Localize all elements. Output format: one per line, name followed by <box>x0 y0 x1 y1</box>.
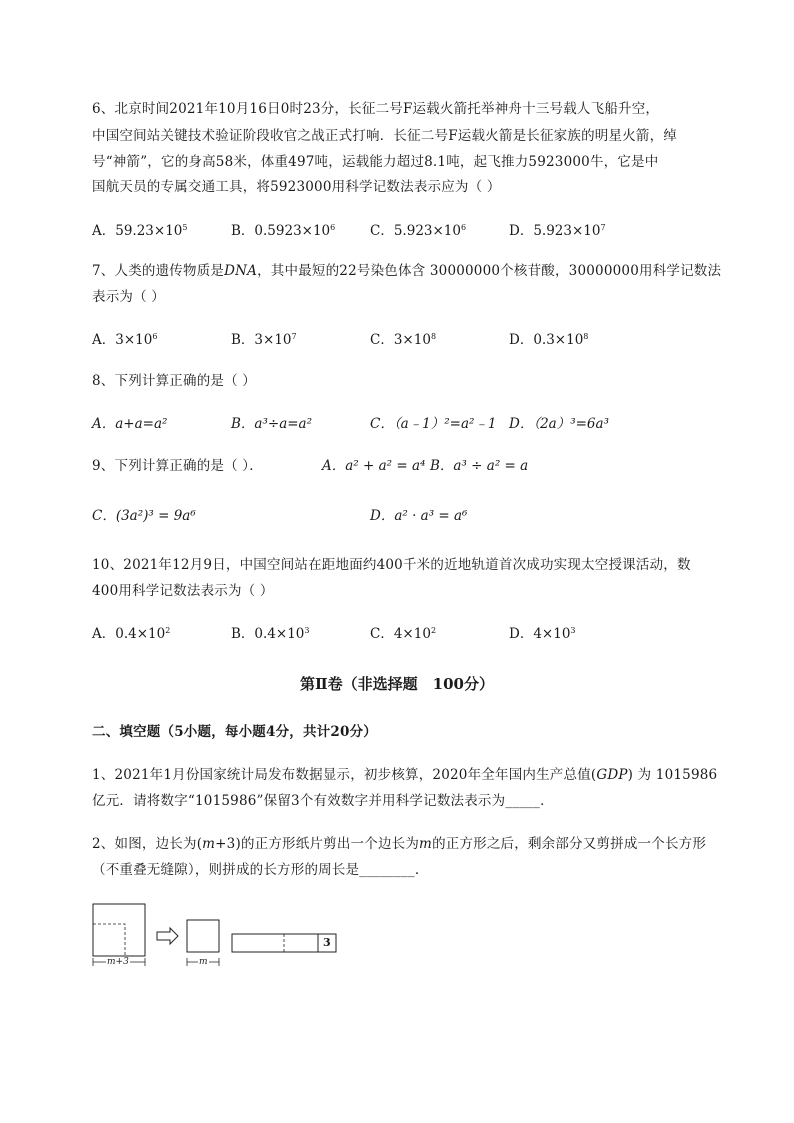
q6-line-1: 6、北京时间2021年10月16日0时23分，长征二号F运载火箭托举神舟十三号载人飞船升空， <box>92 101 660 117</box>
q6-option-a[interactable]: A．$59.23\times 10^5$ <box>92 223 188 239</box>
q10-option-a[interactable]: A．$0.4\times 10^2$ <box>92 626 171 642</box>
q6-option-d[interactable]: D．$5.923\times 10^7$ <box>509 223 606 239</box>
q7-option-b[interactable]: B．$3\times 10^7$ <box>231 332 297 348</box>
f1-line-1: 1、2021年1月份国家统计局发布数据显示，初步核算，2020年全年国内生产总值(GDP) 为 1015986 <box>92 767 718 783</box>
label-m-plus-3: m+3 <box>107 957 129 967</box>
square-cut-figure <box>92 900 342 975</box>
q6-line-2: 中国空间站关键技术验证阶段收官之战正式打响．长征二号F运载火箭是长征家族的明星火箭，绰 <box>92 128 677 144</box>
q6-line-3: 号“神箭”，它的身高58米，体重497吨，运载能力超过8.1吨，起飞推力5923000牛，它是中 <box>92 154 659 170</box>
q10-option-d[interactable]: D．$4\times 10^3$ <box>509 626 576 642</box>
q9-option-c[interactable]: C．(3a²)³ = 9a⁶ <box>92 508 196 524</box>
q6-option-b[interactable]: B．$0.5923\times 10^6$ <box>231 223 336 239</box>
q9-option-d[interactable]: D．a² · a³ = a⁶ <box>370 508 468 524</box>
q8-option-c[interactable]: C．（a﹣1）²=a²﹣1 <box>370 416 497 432</box>
f1-line-2: 亿元．请将数字“1015986”保留3个有效数字并用科学记数法表示为_____． <box>92 793 554 809</box>
q10-line-1: 10、2021年12月9日，中国空间站在距地面约400千米的近地轨道首次成功实现太空授课活动，数 <box>92 557 691 573</box>
q10-option-c[interactable]: C．$4\times 10^2$ <box>370 626 437 642</box>
q7-option-c[interactable]: C．$3\times 10^8$ <box>370 332 437 348</box>
f2-line-2: （不重叠无缝隙），则拼成的长方形的周长是________． <box>92 862 429 878</box>
label-m: m <box>199 957 208 967</box>
q8-option-b[interactable]: B．a³÷a=a² <box>231 416 313 432</box>
small-square <box>187 920 219 952</box>
q8-option-d[interactable]: D．（2a）³=6a³ <box>509 416 609 432</box>
q9-stem: 9、下列计算正确的是（ ）． <box>92 458 263 474</box>
arrow-right-icon <box>157 928 178 944</box>
q10-option-b[interactable]: B．$0.4\times 10^3$ <box>231 626 310 642</box>
inner-dashed-square <box>93 924 125 956</box>
q7-option-d[interactable]: D．$0.3\times 10^8$ <box>509 332 589 348</box>
q7-line-1: 7、人类的遗传物质是DNA，其中最短的22号染色体含 30000000个核苷酸，30000000用科学记数法 <box>92 263 722 279</box>
label-3: 3 <box>323 936 331 949</box>
q10-line-2: 400用科学记数法表示为（ ） <box>92 583 274 599</box>
q6-option-c[interactable]: C．$5.923\times 10^6$ <box>370 223 467 239</box>
q7-line-2: 表示为（ ） <box>92 289 165 305</box>
big-square <box>93 904 145 956</box>
q8-stem: 8、下列计算正确的是（ ） <box>92 373 256 389</box>
q9-option-b[interactable]: B．a³ ÷ a² = a <box>430 458 529 474</box>
fill-section-heading: 二、填空题（5小题，每小题4分，共计20分） <box>92 724 377 740</box>
q8-option-a[interactable]: A．a+a=a² <box>92 416 168 432</box>
q7-option-a[interactable]: A．$3\times 10^6$ <box>92 332 158 348</box>
q9-option-a[interactable]: A．a² + a² = a⁴ <box>322 458 426 474</box>
q6-line-4: 国航天员的专属交通工具，将5923000用科学记数法表示应为（ ） <box>92 179 501 195</box>
f2-line-1: 2、如图，边长为(m+3)的正方形纸片剪出一个边长为m的正方形之后，剩余部分又剪拼成一个长方形 <box>92 836 707 852</box>
part-2-title: 第Ⅱ卷（非选择题 100分） <box>300 675 494 693</box>
